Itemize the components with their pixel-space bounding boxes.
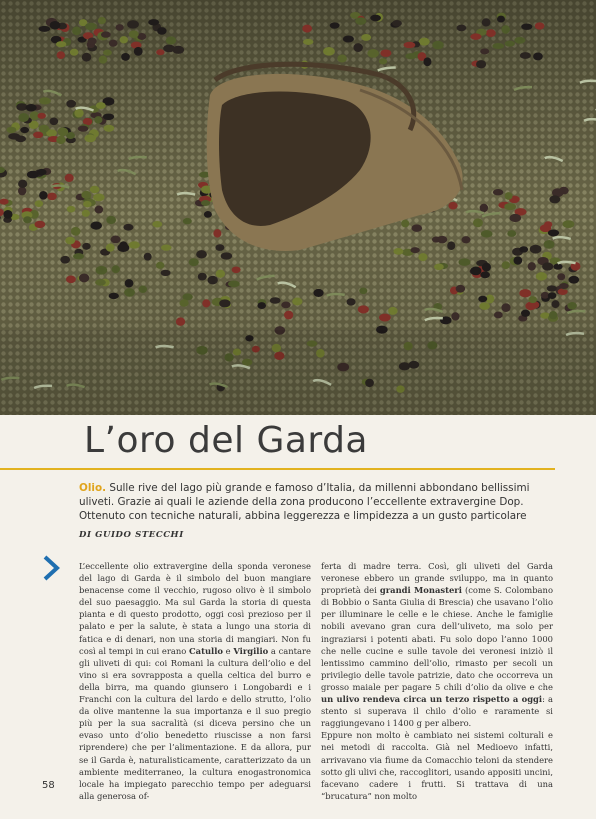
- olive: [189, 258, 199, 266]
- olive: [514, 37, 525, 44]
- olive: [121, 53, 130, 61]
- olive: [39, 191, 47, 200]
- olive: [510, 214, 522, 222]
- olive: [50, 21, 61, 30]
- olive: [380, 49, 391, 56]
- olive: [418, 253, 427, 261]
- olive: [355, 17, 366, 25]
- olive: [480, 48, 489, 54]
- olive: [98, 17, 106, 24]
- olive: [528, 262, 536, 270]
- olive: [379, 58, 387, 64]
- body-column-1: [79, 560, 311, 802]
- olive: [20, 127, 29, 133]
- olive: [549, 195, 560, 203]
- olive: [548, 230, 559, 237]
- text-run: : a stento si superava il chilo d’olio e raramente si raggiungevano i 1400 g per albero.: [321, 694, 553, 729]
- olive: [72, 26, 81, 35]
- olive: [71, 227, 81, 236]
- olive: [457, 25, 467, 32]
- olive: [478, 296, 487, 302]
- olive: [58, 127, 69, 136]
- olive: [379, 314, 391, 322]
- olive: [196, 250, 207, 258]
- olive: [129, 30, 139, 38]
- olive: [505, 192, 513, 200]
- olive: [367, 49, 378, 58]
- olive: [393, 248, 403, 255]
- olive: [66, 275, 76, 283]
- olive: [270, 297, 281, 304]
- olive: [482, 18, 491, 26]
- olive: [563, 220, 575, 228]
- olive: [521, 23, 532, 29]
- olive: [74, 109, 83, 118]
- olive: [419, 38, 430, 46]
- article-lead: [79, 481, 555, 523]
- olive: [163, 45, 175, 53]
- olive: [535, 22, 545, 29]
- olive: [392, 20, 402, 27]
- olive: [106, 216, 116, 224]
- olive: [493, 189, 503, 195]
- olive: [480, 271, 490, 278]
- olive: [530, 245, 542, 254]
- olive: [39, 26, 51, 32]
- olive: [96, 102, 106, 109]
- olive: [79, 273, 89, 282]
- olive: [404, 42, 416, 48]
- olive: [166, 36, 176, 44]
- olive: [183, 218, 192, 224]
- olive: [56, 136, 65, 144]
- olive: [78, 126, 88, 132]
- paragraph: Eppure non molto è cambiato nei sistemi colturali e nei metodi di raccolta. Già nel Medioevo infatti, arrivavano via fiume da Comacchio teloni da stendere sotto gli ulivi che, raccoglitori, usando appositi uncini, facevano cadere i frutti. Si trattava di una “brucatura” non molto: [321, 730, 553, 801]
- olive: [292, 298, 302, 306]
- olive: [473, 218, 483, 227]
- olive: [88, 37, 97, 44]
- olive: [56, 41, 66, 47]
- olive: [39, 125, 50, 133]
- olive: [82, 210, 90, 217]
- olive: [15, 136, 26, 143]
- olive: [176, 317, 185, 325]
- olive: [501, 25, 509, 34]
- olive: [139, 286, 147, 293]
- olive: [353, 43, 363, 52]
- olive: [486, 29, 496, 37]
- olive: [551, 300, 559, 308]
- olive: [101, 31, 111, 37]
- olive: [37, 113, 45, 119]
- olive: [461, 236, 470, 243]
- olive: [109, 40, 118, 47]
- olive: [401, 220, 409, 228]
- olive: [470, 33, 481, 39]
- olive: [492, 43, 504, 49]
- olive: [104, 125, 115, 132]
- olive: [221, 252, 232, 259]
- olive: [323, 47, 335, 56]
- olive: [125, 279, 134, 287]
- olive: [482, 263, 491, 272]
- olive: [388, 307, 397, 315]
- olive: [208, 276, 218, 285]
- olive: [544, 240, 555, 249]
- olive: [359, 287, 367, 294]
- olive: [337, 55, 346, 63]
- olive: [470, 266, 481, 275]
- olive: [134, 47, 143, 56]
- olive: [536, 272, 547, 280]
- olive: [109, 293, 119, 299]
- text-run: e: [222, 645, 234, 656]
- olive: [39, 97, 51, 104]
- olive: [3, 210, 12, 219]
- chevron-right-icon: [42, 554, 62, 582]
- lead-keyword: Olio.: [79, 482, 107, 494]
- body-column-2: [321, 560, 553, 802]
- olive: [480, 204, 488, 213]
- olive: [112, 265, 120, 273]
- olive: [148, 19, 159, 25]
- olive: [96, 266, 108, 275]
- olive: [67, 206, 76, 213]
- olive: [103, 113, 114, 120]
- olive: [161, 244, 172, 250]
- olive: [504, 203, 516, 210]
- olive: [65, 237, 75, 245]
- olive: [494, 312, 503, 319]
- olive: [106, 244, 115, 252]
- olive: [57, 51, 65, 59]
- olive: [281, 301, 290, 308]
- olive: [459, 258, 471, 266]
- byline: DI GUIDO STECCHI: [79, 530, 184, 540]
- emphasis: un ulivo rendeva circa un terzo rispetto a oggi: [321, 694, 543, 705]
- olive: [70, 49, 79, 56]
- text-run: ferta di madre terra. Così, gli uliveti del Garda veronese ebbero un grande sviluppo, ma in quanto proprietà dei: [321, 561, 553, 596]
- olive: [37, 169, 47, 176]
- olive: [202, 299, 210, 307]
- olive: [116, 24, 124, 31]
- article-title: L’oro del Garda: [84, 420, 368, 461]
- olive: [313, 289, 323, 297]
- text-run: L’eccellente olio extravergine della sponda veronese del lago di Garda è il simbolo del buon mangiare benacense come il vecchio, rugoso olivo è il simbolo del suo paesaggio. Ma sul Garda la storia di questa pianta e di questo prodotto, oggi così prezioso per il palato e per la salute, è stata a lungo una storia di fatica e di denari, non una storia di mangiari. Non fu così al tempi in cui erano: [79, 561, 311, 656]
- olive: [568, 276, 579, 284]
- emphasis: grandi Monasteri: [379, 585, 462, 596]
- olive: [120, 36, 128, 43]
- olive: [111, 236, 121, 244]
- olive: [434, 264, 444, 271]
- olive: [35, 200, 43, 207]
- olive: [18, 180, 27, 188]
- olive: [85, 23, 97, 30]
- olive: [405, 53, 416, 59]
- olive: [127, 20, 139, 29]
- title-rule: [0, 468, 555, 470]
- olive: [303, 39, 313, 45]
- olive: [18, 113, 29, 122]
- emphasis: Catullo: [188, 645, 223, 656]
- olive: [529, 296, 537, 303]
- olive: [370, 15, 381, 22]
- olive: [343, 35, 354, 42]
- text-run: a cantare gli uliveti di qui: coi Romani la cultura dell’olio e del vino si era sovrapposta a quella celtica del burro e della birra, ma quando giunsero i Longobardi e i Franchi con la cultura del lardo e dello strutto, l’olio da olive mantenne la sua importanza e il suo pregio più per la sua sacralità (si diceva persino che un evaso unto d’olio benedetto riuscisse a non farsi riprendere) che per l’alimentazione. E da allora, pur se il Garda è, naturalisticamente, caratterizzato da un ambiente mediterraneo, la cultura enogastronomica locale ha impiegato parecchio tempo per adeguarsi alla generosa of-: [79, 645, 311, 801]
- olive: [432, 41, 443, 50]
- olive: [90, 221, 101, 229]
- olive: [26, 104, 37, 112]
- olive: [411, 224, 422, 232]
- olive: [179, 299, 188, 307]
- olive: [476, 60, 486, 68]
- olive: [103, 50, 112, 56]
- olive: [257, 302, 266, 309]
- olive: [497, 16, 505, 23]
- olive: [90, 186, 100, 193]
- olive: [152, 221, 162, 227]
- olive: [124, 288, 135, 297]
- olive: [514, 256, 523, 264]
- paragraph: [321, 560, 553, 729]
- olive: [553, 264, 562, 270]
- olive: [521, 310, 530, 317]
- olive: [215, 244, 224, 251]
- olive: [157, 27, 167, 35]
- olive: [284, 311, 293, 320]
- olive: [161, 270, 171, 276]
- olive: [23, 216, 32, 223]
- olive: [82, 243, 90, 250]
- olive: [505, 41, 515, 47]
- olive: [330, 22, 340, 28]
- olive: [60, 256, 70, 264]
- olive: [156, 262, 164, 269]
- olive: [66, 100, 76, 108]
- olive: [549, 311, 557, 319]
- olive: [547, 285, 557, 291]
- olive: [201, 200, 210, 206]
- olive: [198, 273, 207, 281]
- olive: [361, 34, 371, 41]
- olive: [447, 241, 455, 250]
- olive: [123, 224, 133, 231]
- olive: [129, 241, 140, 248]
- text-run: (come S. Colombano di Bobbio o Santa Giulia di Brescia) che usavano l’olio per illuminare le celle e le chiese. Anche le famiglie nobili avevano gran cura dell’uliveto, ma solo per ingraziarsi i potenti abati. Fu solo dopo l’anno 1000 che nelle cucine e sulle tavole dei veronesi iniziò il lentissimo cammino dell’olio, rimasto per secoli un privilegio delle tavole patrizie, dato che occorreva un grosso maiale per pagare 5 chili d’olio da olive e che: [321, 585, 553, 692]
- olive: [216, 270, 225, 278]
- page-number: 58: [42, 780, 55, 791]
- olive: [47, 193, 57, 201]
- olive: [83, 201, 91, 207]
- olive: [456, 285, 465, 293]
- olive: [73, 253, 84, 259]
- olive: [448, 202, 457, 210]
- olive: [302, 25, 312, 33]
- olive: [156, 49, 164, 55]
- olive: [81, 191, 91, 199]
- olive: [432, 237, 441, 243]
- olive: [213, 229, 221, 238]
- olive: [410, 247, 419, 253]
- olive: [519, 289, 531, 297]
- olive: [520, 52, 531, 59]
- emphasis: Virgilio: [233, 645, 269, 656]
- olive: [567, 302, 577, 310]
- olive: [33, 132, 43, 139]
- olive: [49, 118, 58, 126]
- olive: [84, 135, 95, 143]
- olive: [228, 281, 240, 288]
- olive: [144, 253, 152, 261]
- olive: [204, 211, 212, 218]
- olive: [559, 283, 569, 289]
- olive: [94, 116, 102, 123]
- olive: [479, 302, 490, 309]
- olive: [548, 292, 557, 299]
- olive: [6, 127, 16, 133]
- olive: [557, 273, 565, 280]
- olive: [117, 244, 129, 252]
- olive: [559, 187, 569, 195]
- paragraph: [79, 560, 311, 802]
- olive: [219, 299, 230, 307]
- olive: [451, 312, 459, 320]
- olive: [502, 261, 510, 269]
- olive: [423, 57, 431, 66]
- olive: [519, 246, 528, 252]
- olive: [481, 230, 493, 237]
- lead-text: Sulle rive del lago più grande e famoso d’Italia, da millenni abbondano bellissimi uliveti. Grazie ai quali le aziende della zona producono l’eccellente extravergine Dop. Ottenuto con tecniche naturali, abbina leggerezza e limpidezza a un gusto particolare: [79, 482, 530, 522]
- olive: [99, 56, 108, 64]
- olive: [232, 266, 241, 273]
- olive: [95, 279, 106, 286]
- olive: [95, 206, 104, 214]
- olive: [65, 174, 74, 182]
- olive: [347, 298, 356, 305]
- olive: [82, 53, 92, 62]
- olive: [507, 230, 516, 237]
- olive: [358, 305, 369, 313]
- olive: [533, 52, 543, 60]
- olive: [93, 193, 104, 201]
- olive: [501, 303, 510, 312]
- olive: [35, 221, 46, 228]
